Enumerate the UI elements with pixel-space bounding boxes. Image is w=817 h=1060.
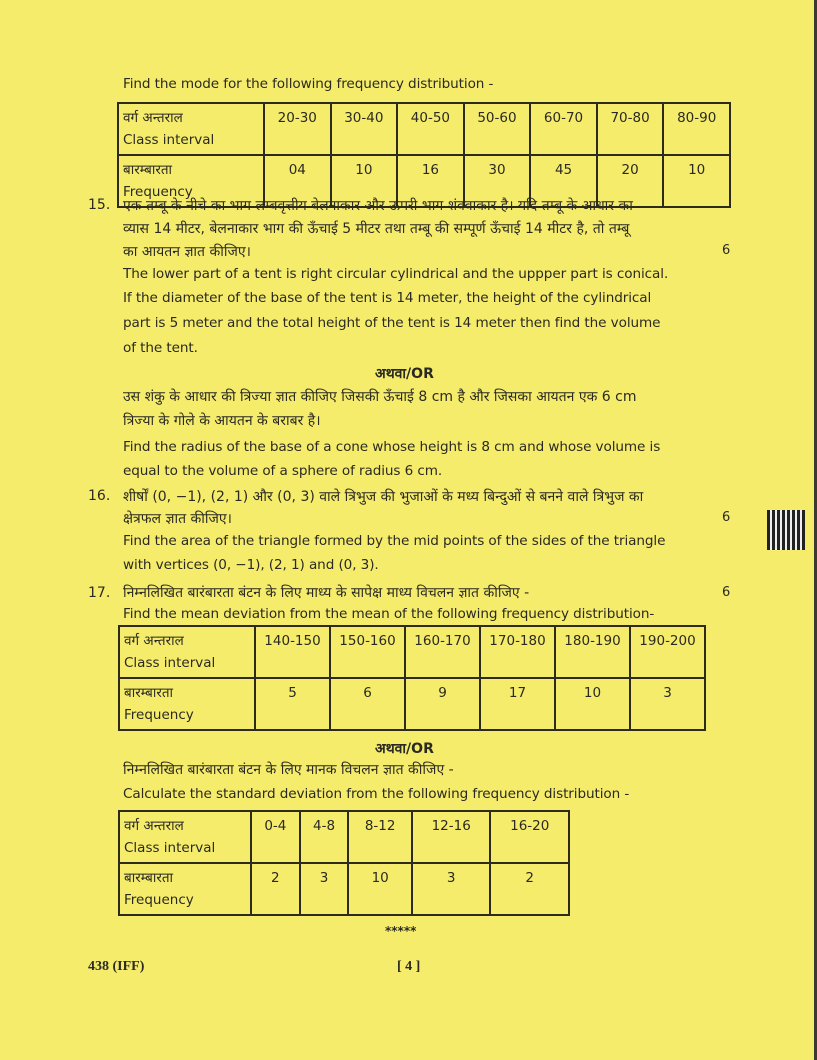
q15-number: 15. (88, 197, 111, 213)
mean-deviation-table (118, 625, 706, 731)
frequency-cell: 04 (264, 155, 331, 207)
q17-marks: 6 (722, 585, 731, 600)
or-separator: अथवा/OR (375, 366, 434, 382)
class-interval-row (119, 811, 569, 863)
q15-alt-english-line: Find the radius of the base of a cone whose height is 8 cm and whose volume is (123, 439, 661, 455)
row-header-hindi: बारम्बारता (124, 685, 174, 701)
q15-hindi-line: का आयतन ज्ञात कीजिए। (123, 244, 251, 260)
class-interval-cell: 70-80 (597, 103, 664, 155)
class-interval-row (118, 103, 730, 155)
q16-number: 16. (88, 488, 111, 504)
q17-english: Find the mean deviation from the mean of the following frequency distribution- (123, 606, 655, 622)
row-header-hindi: वर्ग अन्तराल (123, 110, 183, 126)
frequency-cell: 10 (663, 155, 730, 207)
end-mark: ***** (385, 924, 417, 938)
mode-frequency-table (117, 102, 731, 208)
frequency-cell: 16 (397, 155, 464, 207)
class-interval-cell: 190-200 (630, 626, 705, 678)
class-interval-cell: 150-160 (330, 626, 405, 678)
row-header-english: Class interval (123, 132, 215, 148)
frequency-cell: 2 (251, 863, 300, 915)
frequency-cell: 3 (412, 863, 491, 915)
frequency-cell: 2 (490, 863, 569, 915)
frequency-row (119, 863, 569, 915)
row-header (119, 863, 251, 915)
frequency-cell: 3 (630, 678, 705, 730)
class-interval-cell: 40-50 (397, 103, 464, 155)
frequency-cell: 9 (405, 678, 480, 730)
frequency-cell: 10 (348, 863, 412, 915)
row-header-english: Class interval (124, 655, 216, 671)
row-header (119, 678, 255, 730)
frequency-cell: 5 (255, 678, 330, 730)
standard-deviation-table (118, 810, 570, 916)
q16-hindi-line: क्षेत्रफल ज्ञात कीजिए। (123, 511, 232, 527)
class-interval-cell: 8-12 (348, 811, 412, 863)
class-interval-cell: 140-150 (255, 626, 330, 678)
frequency-cell: 17 (480, 678, 555, 730)
row-header-hindi: बारम्बारता (124, 870, 174, 886)
class-interval-cell: 0-4 (251, 811, 300, 863)
q15-alt-hindi-line: त्रिज्या के गोले के आयतन के बराबर है। (123, 413, 321, 429)
class-interval-cell: 180-190 (555, 626, 630, 678)
class-interval-cell: 170-180 (480, 626, 555, 678)
frequency-cell: 30 (464, 155, 531, 207)
q15-hindi-line: एक तम्बू के नीचे का भाग लम्बवृत्तीय बेलनाकार और ऊपरी भाग शंक्वाकार है। यदि तम्बू के आधार का (123, 198, 633, 214)
row-header (119, 811, 251, 863)
q15-english-line: of the tent. (123, 340, 198, 356)
frequency-cell: 3 (300, 863, 349, 915)
q14-instruction: Find the mode for the following frequency distribution - (123, 76, 494, 92)
q15-english-line: The lower part of a tent is right circular cylindrical and the uppper part is conical. (123, 266, 669, 282)
page-number: [ 4 ] (397, 959, 421, 974)
class-interval-cell: 80-90 (663, 103, 730, 155)
row-header (119, 626, 255, 678)
frequency-cell: 45 (530, 155, 597, 207)
class-interval-cell: 4-8 (300, 811, 349, 863)
q17-alt-hindi: निम्नलिखित बारंबारता बंटन के लिए मानक विचलन ज्ञात कीजिए - (123, 762, 454, 778)
q15-alt-hindi-line: उस शंकु के आधार की त्रिज्या ज्ञात कीजिए जिसकी ऊँचाई 8 cm है और जिसका आयतन एक 6 cm (123, 389, 637, 405)
q15-marks: 6 (722, 243, 731, 258)
class-interval-cell: 30-40 (331, 103, 398, 155)
qr-code (767, 510, 805, 550)
row-header-english: Frequency (124, 892, 194, 908)
paper-code: 438 (IFF) (88, 959, 145, 974)
class-interval-cell: 50-60 (464, 103, 531, 155)
class-interval-cell: 20-30 (264, 103, 331, 155)
q15-alt-english-line: equal to the volume of a sphere of radius 6 cm. (123, 463, 443, 479)
q16-marks: 6 (722, 510, 731, 525)
q16-hindi-line: शीर्षों (0, −1), (2, 1) और (0, 3) वाले त्रिभुज की भुजाओं के मध्य बिन्दुओं से बनने वाले त्रिभुज का (123, 489, 644, 505)
q17-hindi: निम्नलिखित बारंबारता बंटन के लिए माध्य के सापेक्ष माध्य विचलन ज्ञात कीजिए - (123, 585, 530, 601)
frequency-cell: 20 (597, 155, 664, 207)
row-header-english: Class interval (124, 840, 216, 856)
row-header-hindi: बारम्बारता (123, 162, 173, 178)
frequency-cell: 10 (555, 678, 630, 730)
row-header (118, 103, 264, 155)
class-interval-row (119, 626, 705, 678)
q16-english-line: Find the area of the triangle formed by the mid points of the sides of the triangle (123, 533, 666, 549)
class-interval-cell: 16-20 (490, 811, 569, 863)
class-interval-cell: 60-70 (530, 103, 597, 155)
or-separator: अथवा/OR (375, 741, 434, 757)
class-interval-cell: 160-170 (405, 626, 480, 678)
q17-alt-english: Calculate the standard deviation from the following frequency distribution - (123, 786, 630, 802)
class-interval-cell: 12-16 (412, 811, 491, 863)
q16-english-line: with vertices (0, −1), (2, 1) and (0, 3). (123, 557, 379, 573)
row-header-english: Frequency (123, 184, 193, 200)
row-header-english: Frequency (124, 707, 194, 723)
row-header-hindi: वर्ग अन्तराल (124, 633, 184, 649)
q15-english-line: part is 5 meter and the total height of the tent is 14 meter then find the volume (123, 315, 661, 331)
q15-hindi-line: व्यास 14 मीटर, बेलनाकार भाग की ऊँचाई 5 मीटर तथा तम्बू की सम्पूर्ण ऊँचाई 14 मीटर है, तो तम्बू (123, 221, 630, 237)
frequency-cell: 6 (330, 678, 405, 730)
frequency-row (119, 678, 705, 730)
q17-number: 17. (88, 585, 111, 601)
frequency-cell: 10 (331, 155, 398, 207)
q15-english-line: If the diameter of the base of the tent is 14 meter, the height of the cylindrical (123, 290, 652, 306)
row-header-hindi: वर्ग अन्तराल (124, 818, 184, 834)
